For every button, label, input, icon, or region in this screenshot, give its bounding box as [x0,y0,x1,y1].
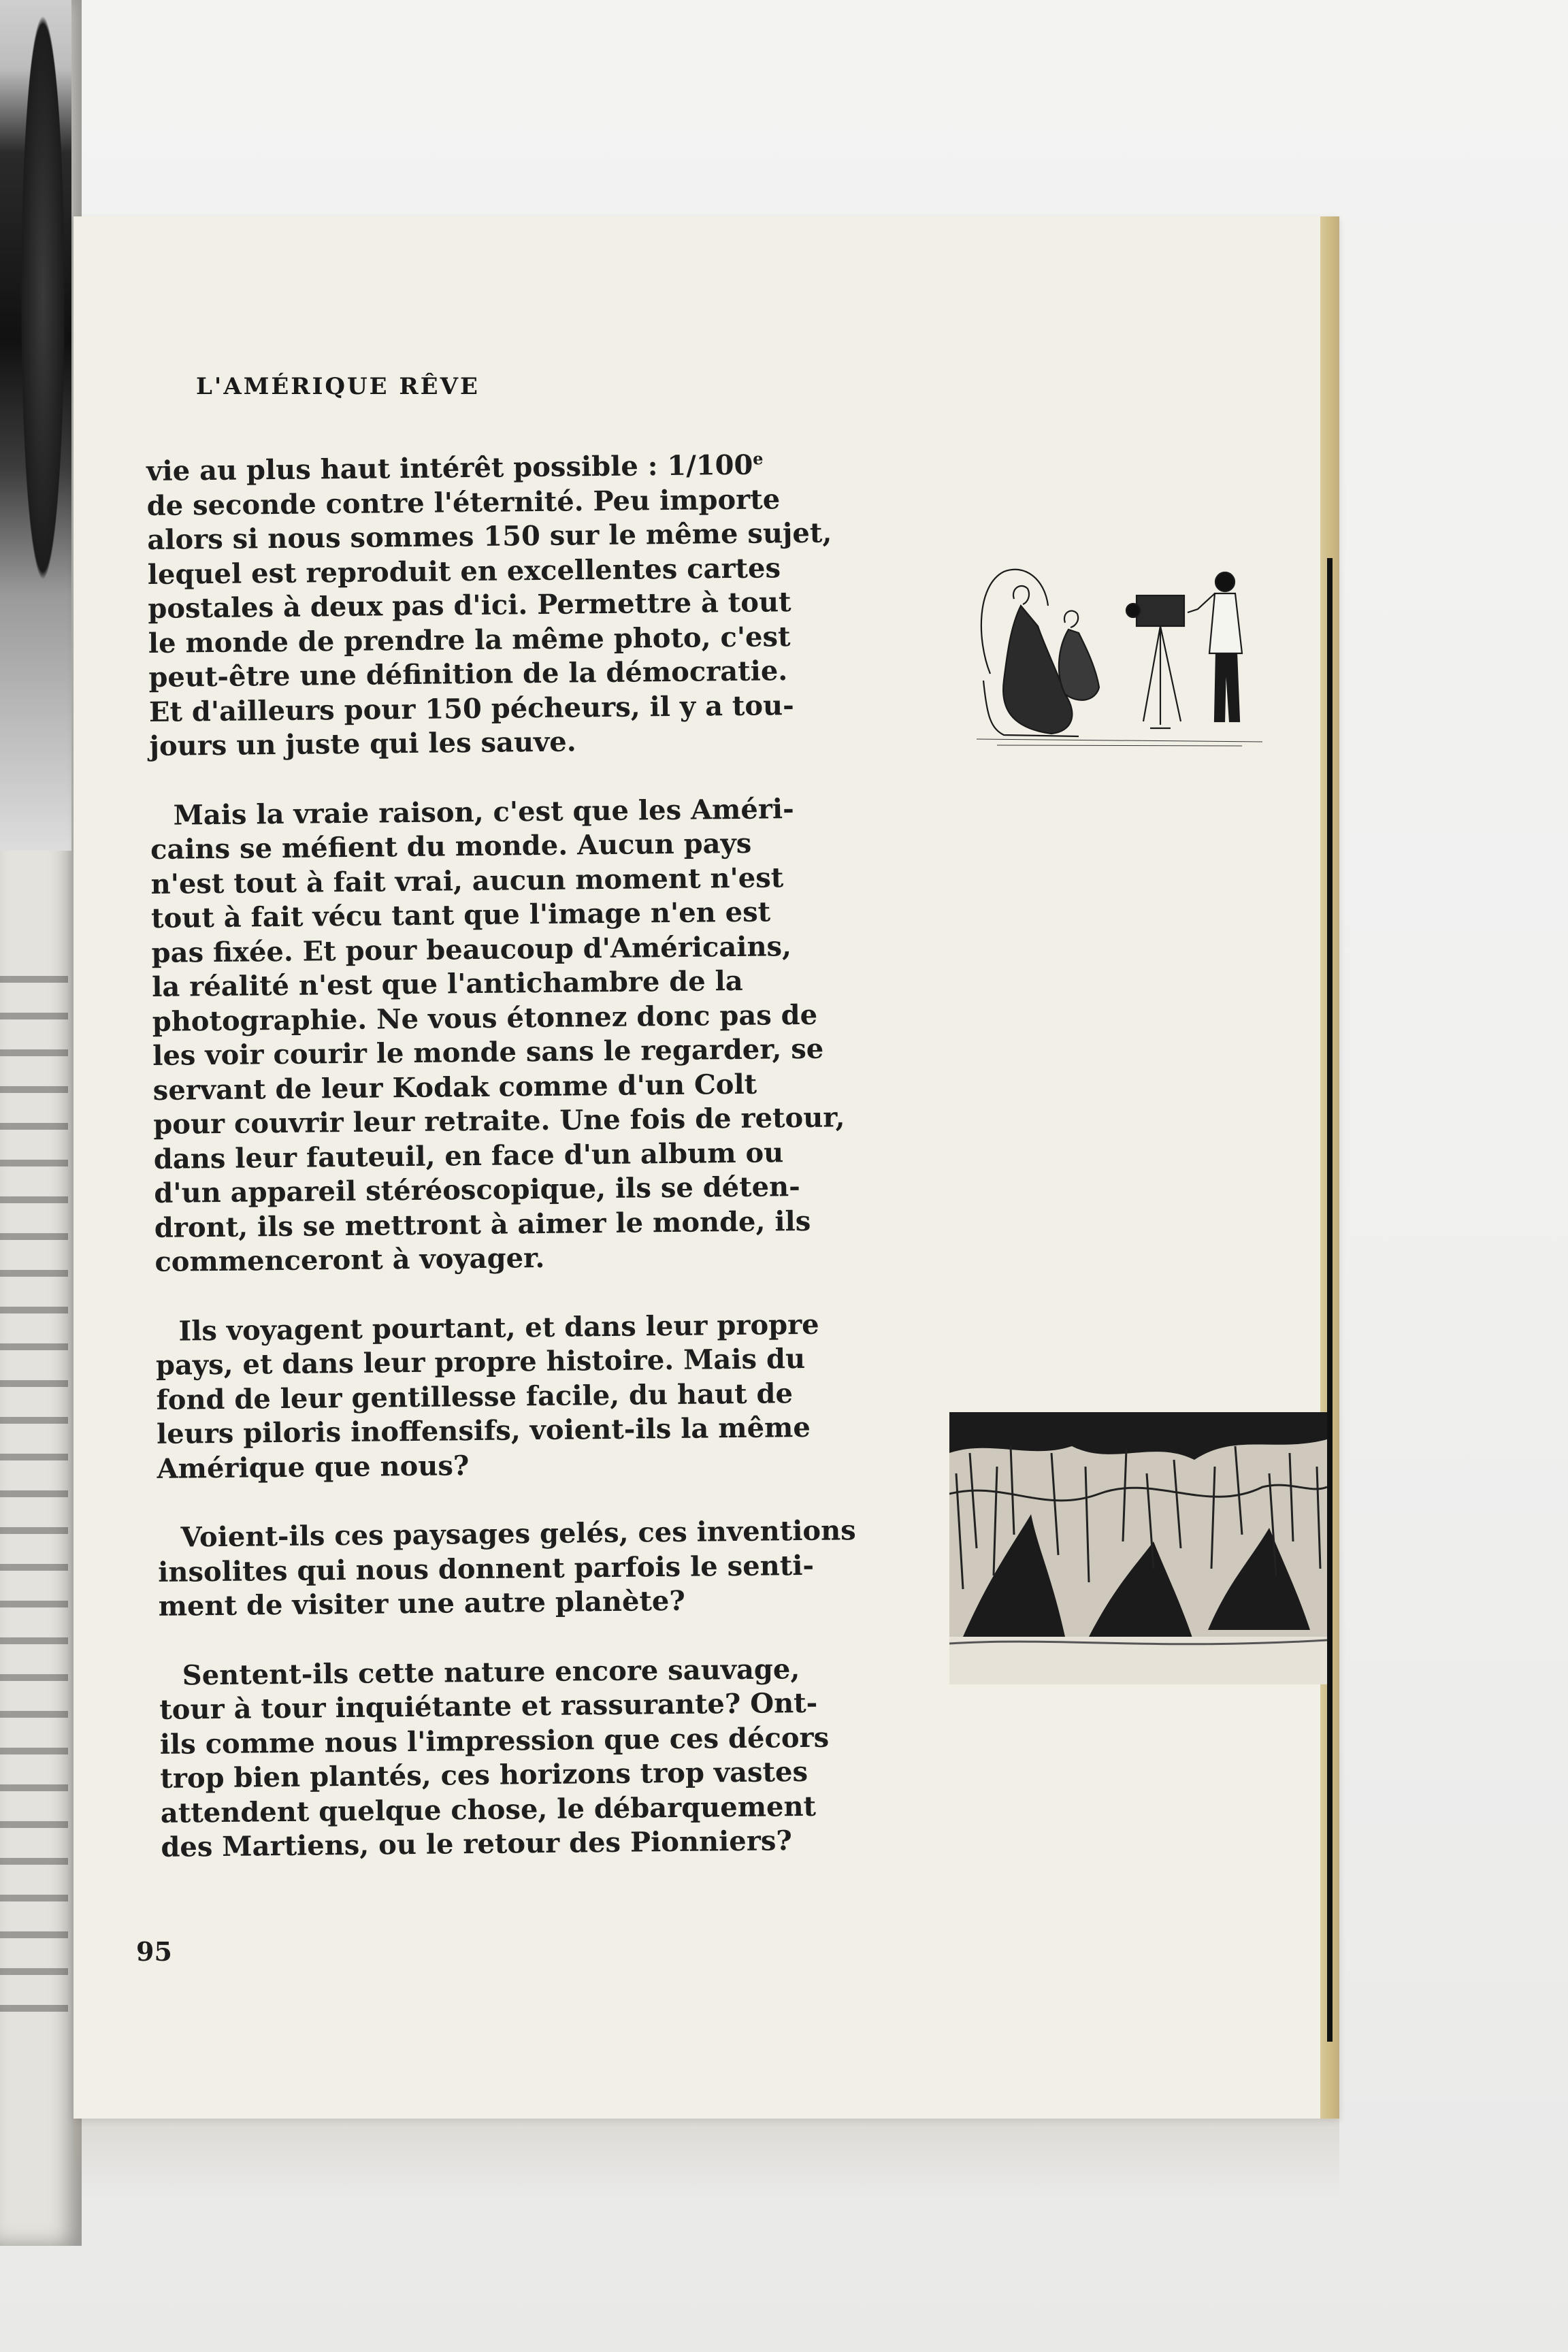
moss-trees-landscape-photo [949,1412,1327,1684]
line-text: dans leur fauteuil, en face d'un album ou [153,1136,784,1175]
text-line [161,1823,906,1865]
line-text: leurs piloris inoffensifs, voient-ils la même [156,1411,811,1450]
text-column [146,447,906,1900]
text-line [158,1582,903,1624]
paragraph [159,1651,906,1865]
line-text: fond de leur gentillesse facile, du haut de [156,1377,794,1416]
line-text: Voient-ils ces paysages gelés, ces inventions [180,1514,856,1554]
line-text: Et d'ailleurs pour 150 pécheurs, il y a tou- [148,689,794,728]
line-text: alors si nous sommes 150 sur le même sujet, [147,517,832,556]
line-text: postales à deux pas d'ici. Permettre à tout [148,586,791,625]
line-text: Ils voyagent pourtant, et dans leur propre [178,1308,819,1348]
line-text: d'un appareil stéréoscopique, ils se déten- [154,1170,800,1209]
photographer-engraving-illustration [963,558,1283,762]
line-text: ils comme nous l'impression que ces décors [159,1721,830,1761]
line-text: lequel est reproduit en excellentes cartes [147,551,781,591]
facing-page [0,0,82,2246]
line-text: trop bien plantés, ces horizons trop vastes [160,1755,808,1795]
line-text: servant de leur Kodak comme d'un Colt [152,1068,757,1107]
line-text: les voir courir le monde sans le regarder, se [152,1032,824,1072]
line-text: Amérique que nous? [157,1449,470,1485]
line-text: commenceront à voyager. [154,1241,545,1278]
page-shadow [74,2119,1339,2200]
line-text: attendent quelque chose, le débarquement [160,1790,817,1829]
superscript: e [753,448,764,469]
line-text: ment de visiter une autre planète? [158,1584,686,1622]
facing-page-photo [0,0,71,851]
line-text: dront, ils se mettront à aimer le monde, ils [154,1205,811,1244]
paragraph [146,447,895,764]
line-text: la réalité n'est que l'antichambre de la [151,964,743,1003]
line-text: insolites qui nous donnent parfois le senti- [157,1549,815,1588]
line-text: n'est tout à fait vrai, aucun moment n'est [150,861,784,900]
paragraph [157,1513,904,1624]
next-page-edge [1327,558,1333,2042]
line-text: pour couvrir leur retraite. Une fois de retour, [153,1101,845,1141]
line-text: tout à fait vécu tant que l'image n'en est [150,896,771,934]
line-text: tour à tour inquiétante et rassurante? Ont- [159,1686,818,1726]
running-head: L'AMÉRIQUE RÊVE [196,373,480,400]
page-number: 95 [136,1936,172,1967]
text-line [157,1444,902,1486]
line-text: photographie. Ne vous étonnez donc pas de [152,998,818,1038]
text-line [149,722,894,764]
facing-page-text [0,953,68,2042]
paragraph [150,791,900,1279]
line-text: peut-être une définition de la démocratie. [148,655,788,693]
line-text: pas fixée. Et pour beaucoup d'Américains, [151,930,792,969]
paragraph [155,1307,902,1486]
line-text: des Martiens, ou le retour des Pionniers? [161,1825,793,1863]
line-text: jours un juste qui les sauve. [149,725,576,762]
line-text: de seconde contre l'éternité. Peu importe [146,483,781,522]
line-text: le monde de prendre la même photo, c'est [148,620,791,659]
line-text: vie au plus haut intérêt possible : 1/100 [146,448,753,487]
line-text: Mais la vraie raison, c'est que les Améri- [173,792,794,832]
line-text: Sentent-ils cette nature encore sauvage, [182,1652,800,1692]
line-text: pays, et dans leur propre histoire. Mais du [155,1342,806,1382]
text-line [154,1237,900,1279]
line-text: cains se méfient du monde. Aucun pays [150,827,752,866]
